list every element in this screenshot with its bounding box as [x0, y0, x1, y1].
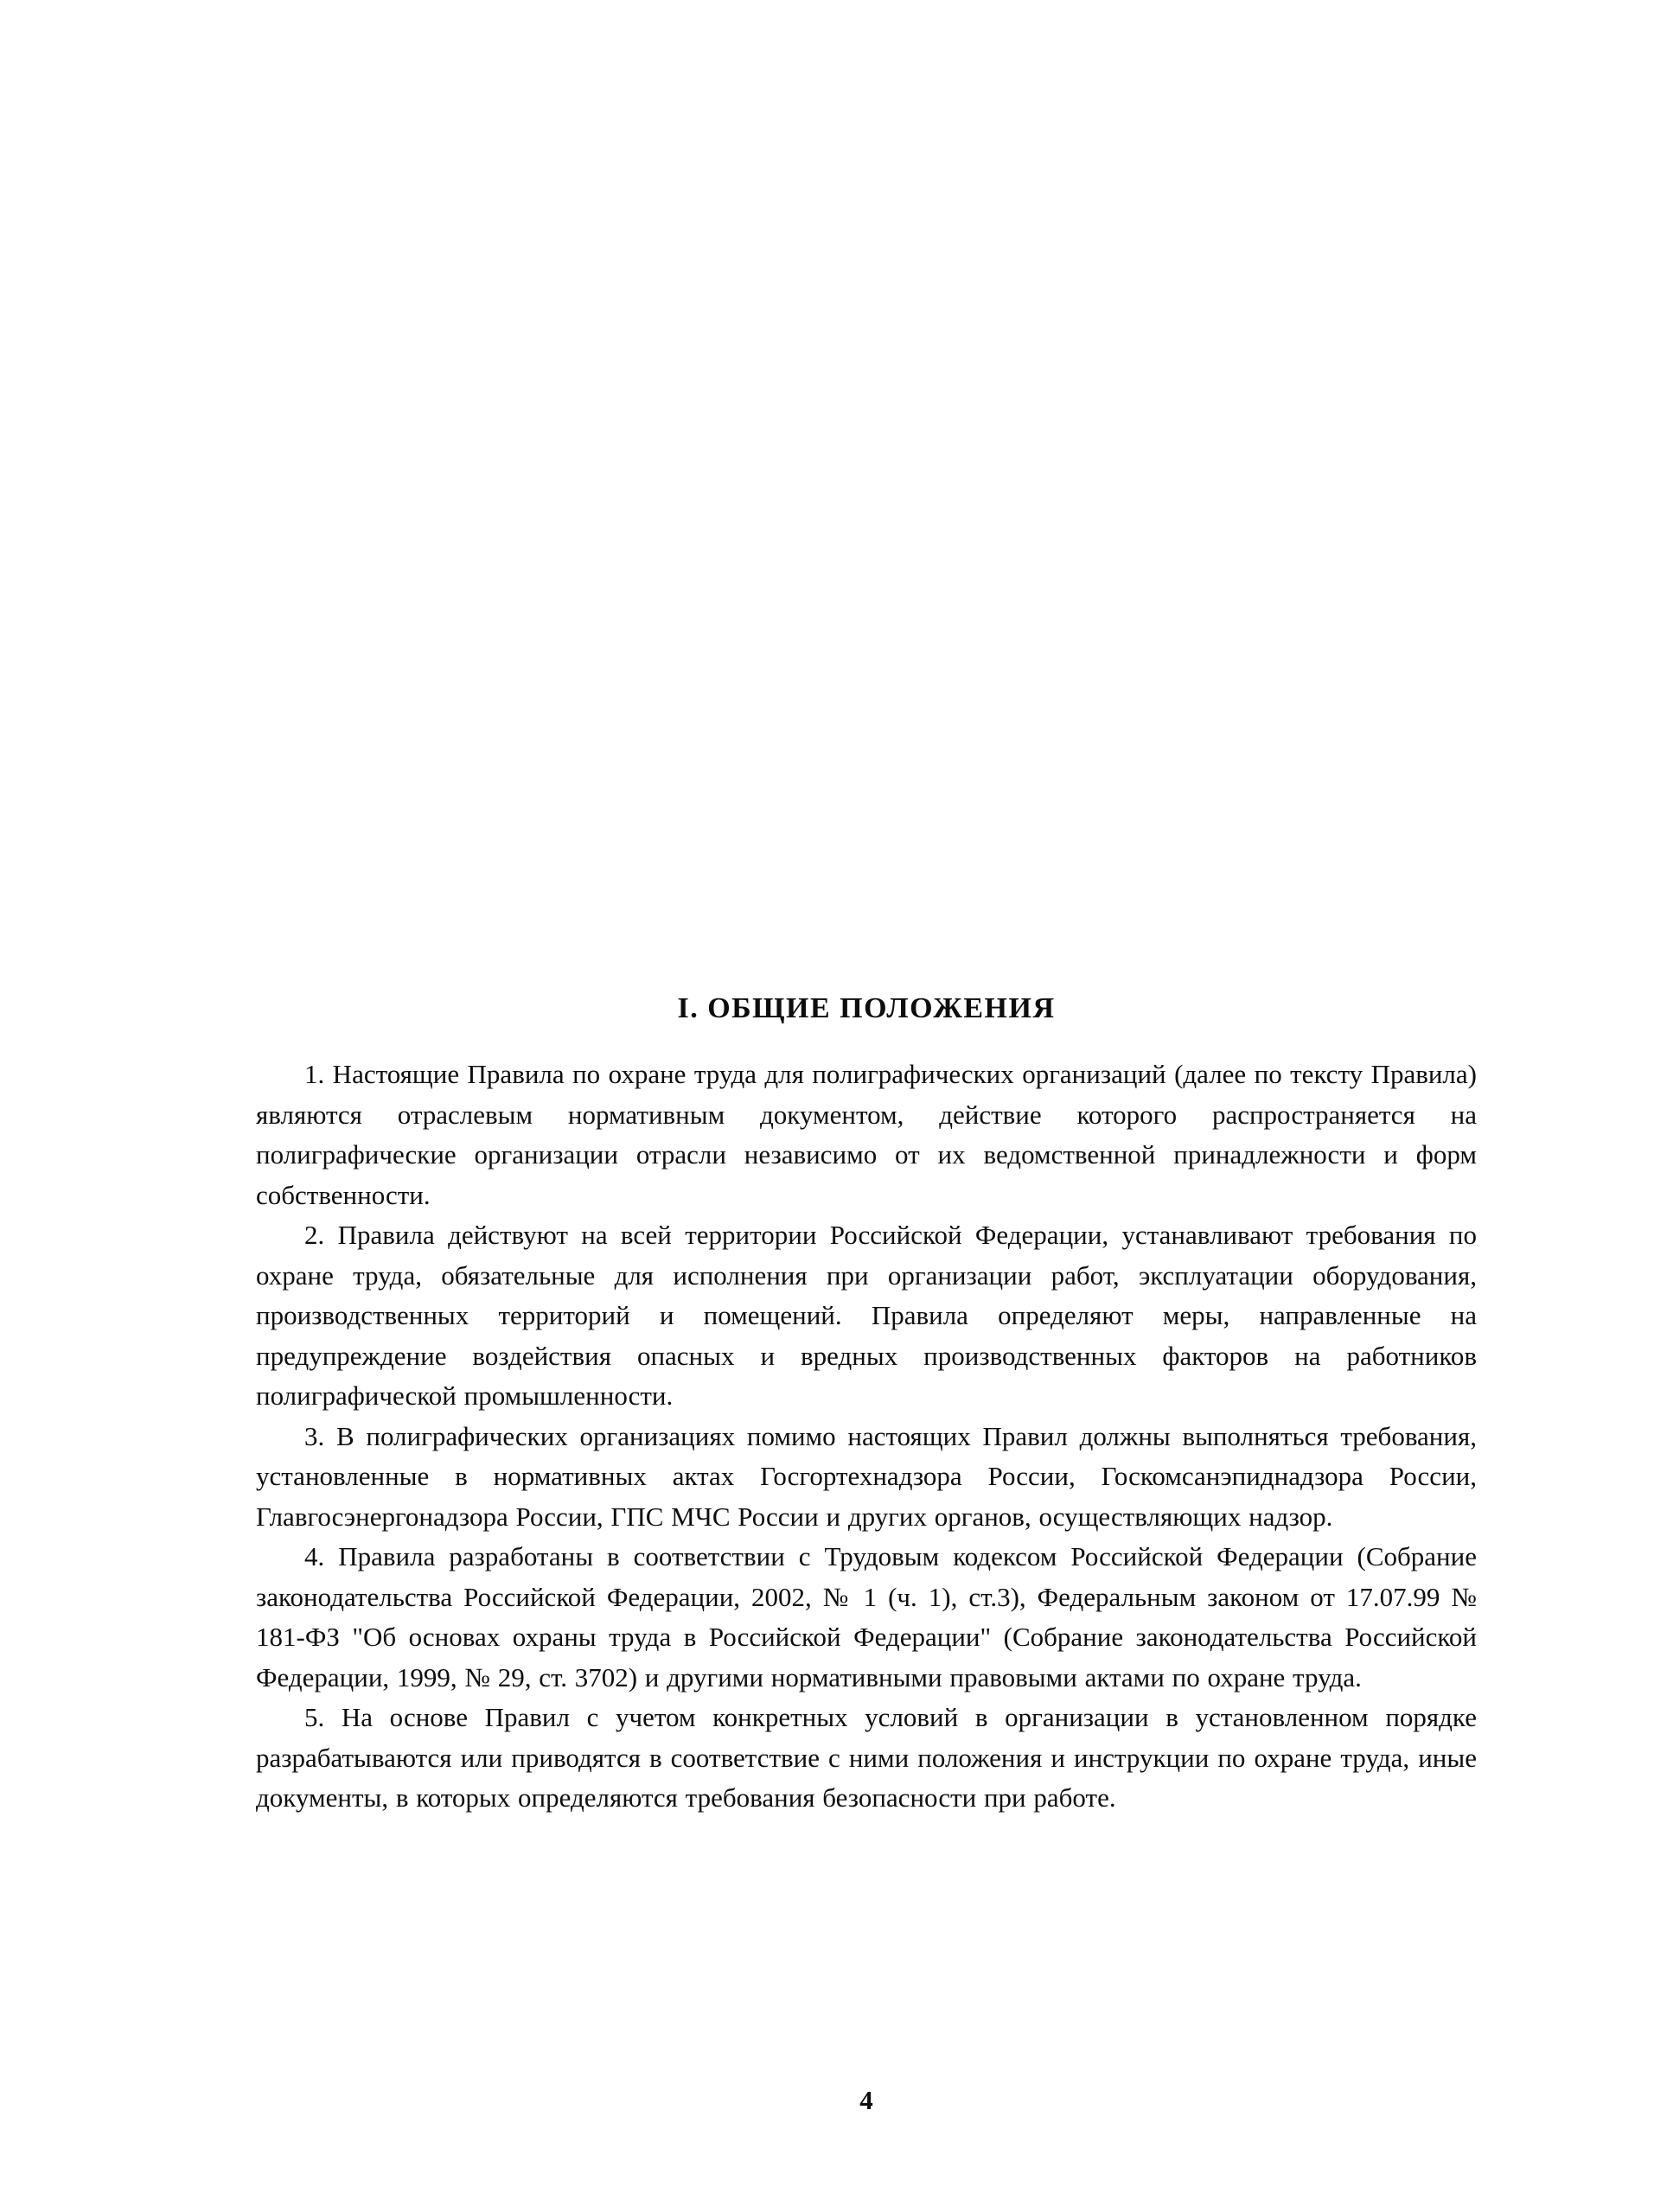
paragraph-3: 3. В полиграфических организациях помимо настоящих Правил должны выполняться требования, установленные в нормативных актах Госгортехнадзора России, Госкомсанэпиднадзора России, Главгосэнергонадзора России, ГПС МЧС России и других органов, осуществляющих надзор.	[256, 1420, 1477, 1532]
paragraph-5: 5. На основе Правил с учетом конкретных условий в организации в установленном порядке разрабатываются или приводятся в соответствие с ними положения и инструкции по охране труда, иные документы, в которых определяются требования безопасности при работе.	[256, 1702, 1477, 1813]
section-heading: I. ОБЩИЕ ПОЛОЖЕНИЯ	[677, 992, 1056, 1024]
paragraph-1: 1. Настоящие Правила по охране труда для полиграфических организаций (далее по тексту Правила) являются отраслевым нормативным документом, действие которого распространяется на полиграфические организации отрасли независимо от их ведомственной принадлежности и форм собственности.	[256, 1059, 1477, 1210]
page-number: 4	[859, 2085, 873, 2115]
paragraph-2: 2. Правила действуют на всей территории Российской Федерации, устанавливают требования по охране труда, обязательные для исполнения при организации работ, эксплуатации оборудования, производственных территорий и помещений. Правила определяют меры, направленные на предупреждение воздействия опасных и вредных производственных факторов на работников полиграфической промышленности.	[256, 1220, 1477, 1411]
paragraph-4: 4. Правила разработаны в соответствии с Трудовым кодексом Российской Федерации (Собрание законодательства Российской Федерации, 2002, № 1 (ч. 1), ст.3), Федеральным законом от 17.07.99 № 181-ФЗ "Об основах охраны труда в Российской Федерации" (Собрание законодательства Российской Федерации, 1999, № 29, ст. 3702) и другими нормативными правовыми актами по охране труда.	[256, 1541, 1477, 1692]
text-column	[256, 992, 1477, 1819]
